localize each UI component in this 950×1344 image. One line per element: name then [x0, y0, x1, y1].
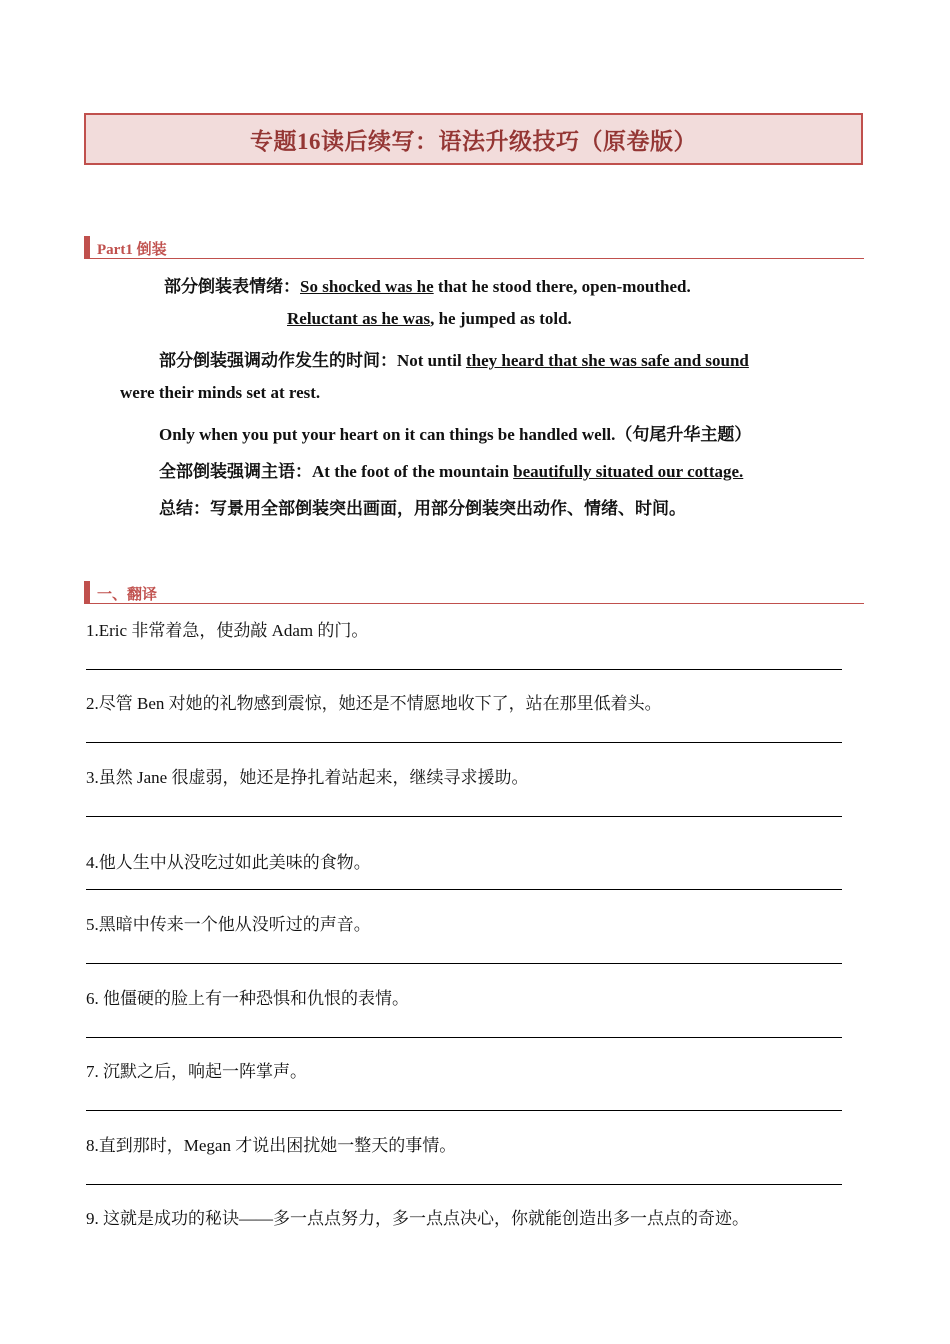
answer-line-7[interactable]	[86, 1110, 842, 1111]
line-text: that he stood there, open-mouthed.	[433, 277, 691, 296]
inversion-line-4	[120, 383, 320, 403]
line-text: 总结：写景用全部倒装突出画面，用部分倒装突出动作、情绪、时间。	[159, 499, 686, 518]
question-2: 2.尽管 Ben 对她的礼物感到震惊，她还是不情愿地收下了，站在那里低着头。	[86, 694, 662, 713]
inversion-line-2	[287, 309, 572, 329]
line-text: 部分倒装表情绪：	[164, 277, 300, 296]
question-9: 9. 这就是成功的秘诀——多一点点努力，多一点点决心，你就能创造出多一点点的奇迹。	[86, 1209, 749, 1228]
question-7: 7. 沉默之后，响起一阵掌声。	[86, 1062, 307, 1081]
page-title: 专题16读后续写：语法升级技巧（原卷版）	[250, 128, 697, 154]
question-1: 1.Eric 非常着急，使劲敲 Adam 的门。	[86, 621, 369, 640]
answer-line-5[interactable]	[86, 963, 842, 964]
question-6: 6. 他僵硬的脸上有一种恐惧和仇恨的表情。	[86, 989, 409, 1008]
line-text: 部分倒装强调动作发生的时间：Not until	[159, 351, 466, 370]
line-text: Only when you put your heart on it can things be handled well.（句尾升华主题）	[159, 425, 752, 444]
inversion-line-1	[164, 272, 691, 297]
answer-line-1[interactable]	[86, 669, 842, 670]
line-text: 全部倒装强调主语：At the foot of the mountain	[159, 462, 514, 481]
question-5: 5.黑暗中传来一个他从没听过的声音。	[86, 915, 371, 934]
line-text: , he jumped as told.	[430, 309, 572, 328]
answer-line-2[interactable]	[86, 742, 842, 743]
heading-bar	[84, 236, 90, 259]
inversion-line-3	[159, 346, 749, 371]
question-8: 8.直到那时，Megan 才说出困扰她一整天的事情。	[86, 1136, 457, 1155]
question-3: 3.虽然 Jane 很虚弱，她还是挣扎着站起来，继续寻求援助。	[86, 768, 529, 787]
underlined-text: Reluctant as he was	[287, 309, 431, 328]
answer-line-6[interactable]	[86, 1037, 842, 1038]
line-text: were their minds set at rest.	[120, 383, 321, 402]
inversion-line-5	[159, 420, 751, 445]
answer-line-8[interactable]	[86, 1184, 842, 1185]
inversion-line-6	[159, 457, 743, 482]
answer-line-4[interactable]	[86, 889, 842, 890]
section-heading-part1	[84, 236, 864, 259]
underlined-text: beautifully situated our cottage.	[513, 462, 744, 481]
section-heading-label: 一、翻译	[97, 587, 158, 603]
inversion-summary	[159, 494, 686, 519]
section-heading-translation	[84, 581, 864, 604]
title-box	[84, 113, 863, 165]
question-4: 4.他人生中从没吃过如此美味的食物。	[86, 853, 371, 872]
heading-bar	[84, 581, 90, 604]
answer-line-3[interactable]	[86, 816, 842, 817]
underlined-text: So shocked was he	[300, 277, 434, 296]
underlined-text: they heard that she was safe and sound	[465, 351, 749, 370]
section-heading-label: Part1 倒装	[97, 242, 167, 258]
